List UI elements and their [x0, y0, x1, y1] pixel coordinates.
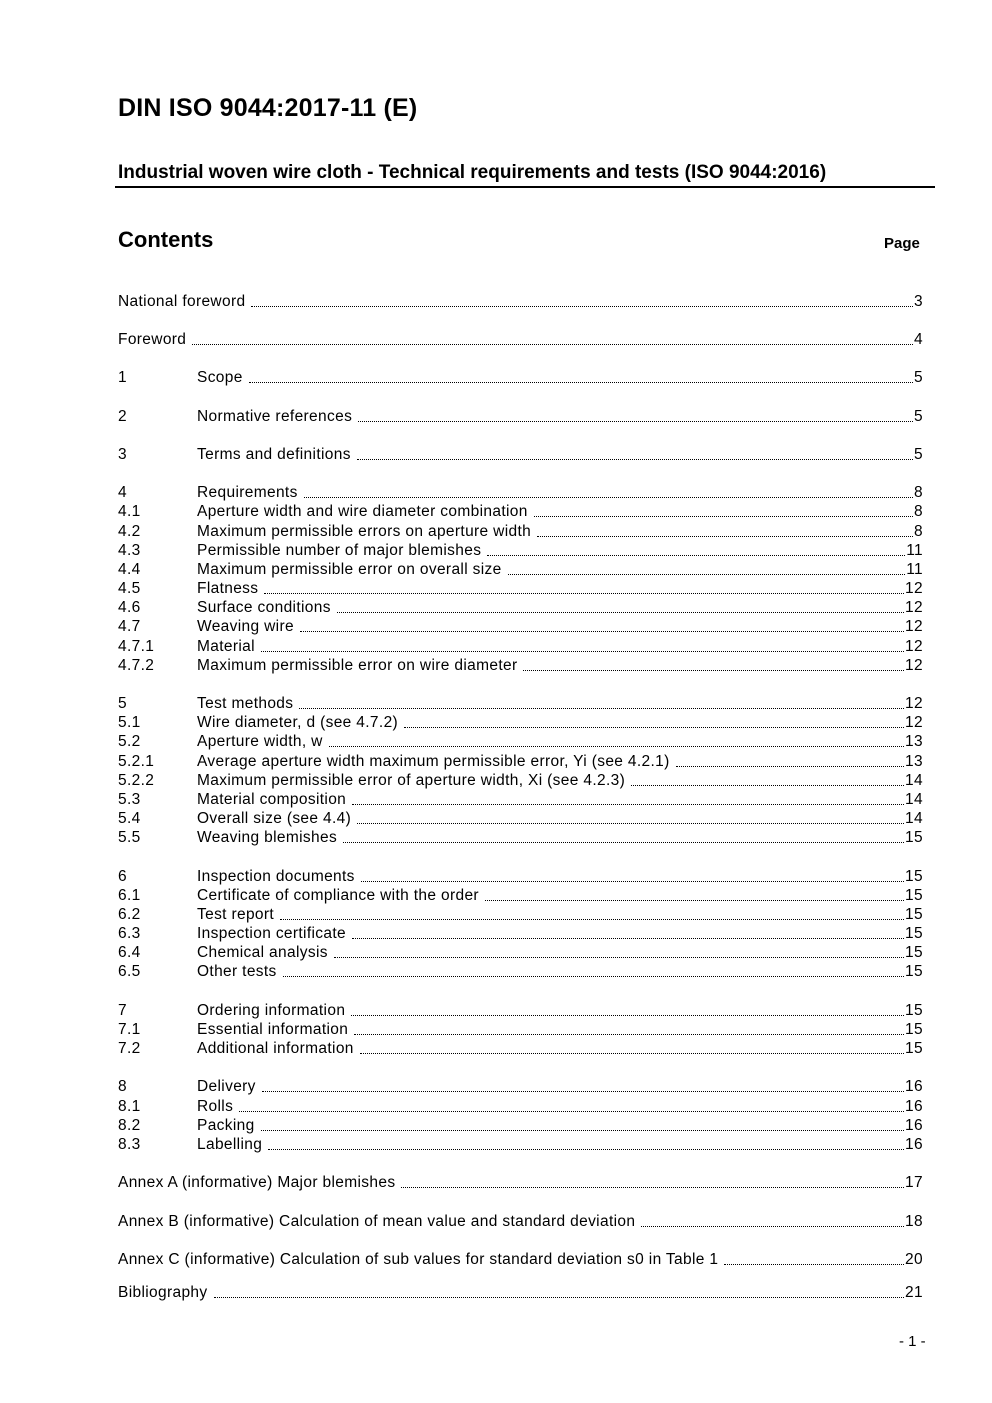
toc-entry-title: Surface conditions — [197, 599, 331, 616]
toc-entry[interactable] — [118, 637, 923, 656]
toc-entry-page: 18 — [905, 1213, 923, 1230]
toc-entry-page: 15 — [905, 887, 923, 904]
toc-entry-title: Inspection documents — [197, 868, 355, 885]
toc-dot-leader — [487, 541, 905, 560]
toc-entry[interactable] — [118, 407, 923, 426]
toc-entry-title: Aperture width, w — [197, 733, 323, 750]
toc-entry-title: Ordering information — [197, 1002, 346, 1019]
toc-entry[interactable] — [118, 924, 923, 943]
toc-entry-page: 12 — [905, 695, 923, 712]
toc-dot-leader — [631, 771, 904, 790]
toc-entry-number: 6.1 — [118, 887, 141, 904]
toc-entry-page: 15 — [905, 1021, 923, 1038]
toc-entry-title: Chemical analysis — [197, 944, 328, 961]
toc-entry[interactable] — [118, 790, 923, 809]
toc-entry-title: Test report — [197, 906, 275, 923]
toc-entry-page: 3 — [914, 293, 923, 310]
toc-dot-leader — [251, 292, 913, 311]
toc-entry[interactable] — [118, 541, 923, 560]
toc-dot-leader — [300, 617, 904, 636]
toc-entry-number: 5.2 — [118, 733, 141, 750]
toc-entry-page: 15 — [905, 1040, 923, 1057]
toc-dot-leader — [283, 962, 904, 981]
toc-entry[interactable] — [118, 617, 923, 636]
toc-entry[interactable] — [118, 579, 923, 598]
toc-entry-number: 4.7 — [118, 618, 141, 635]
toc-entry-page: 11 — [906, 542, 923, 559]
toc-entry-number: 7.2 — [118, 1040, 141, 1057]
toc-entry-number: 4.3 — [118, 542, 141, 559]
toc-entry-number: 5.2.1 — [118, 753, 155, 770]
toc-entry-title: Maximum permissible error on overall size — [197, 561, 502, 578]
toc-entry-title: Foreword — [118, 331, 187, 348]
toc-entry[interactable] — [118, 752, 923, 771]
toc-dot-leader — [485, 886, 904, 905]
toc-entry-title: Scope — [197, 369, 243, 386]
toc-entry-page: 15 — [905, 1002, 923, 1019]
toc-dot-leader — [361, 867, 904, 886]
toc-entry[interactable] — [118, 1001, 923, 1020]
document-subtitle: Industrial woven wire cloth - Technical requirements and tests (ISO 9044:2016) — [118, 162, 827, 183]
toc-entry-page: 15 — [905, 906, 923, 923]
toc-dot-leader — [337, 598, 904, 617]
toc-entry-title: Certificate of compliance with the order — [197, 887, 479, 904]
toc-entry-page: 16 — [905, 1136, 923, 1153]
toc-entry-title: Overall size (see 4.4) — [197, 810, 352, 827]
toc-entry-title: Maximum permissible error on wire diameter — [197, 657, 518, 674]
toc-entry-number: 6.3 — [118, 925, 141, 942]
toc-entry[interactable] — [118, 445, 923, 464]
toc-entry-page: 16 — [905, 1078, 923, 1095]
toc-entry[interactable] — [118, 732, 923, 751]
toc-entry-title: Essential information — [197, 1021, 349, 1038]
toc-entry-page: 17 — [905, 1174, 923, 1191]
toc-entry-title: Other tests — [197, 963, 277, 980]
toc-entry-page: 15 — [905, 925, 923, 942]
toc-dot-leader — [239, 1097, 904, 1116]
toc-entry-title: Normative references — [197, 408, 353, 425]
subtitle-divider — [115, 186, 935, 188]
toc-entry-title: Material — [197, 638, 255, 655]
toc-entry-title: Annex B (informative) Calculation of mean value and standard deviation — [118, 1213, 636, 1230]
toc-dot-leader — [304, 483, 913, 502]
toc-dot-leader — [401, 1173, 904, 1192]
toc-dot-leader — [641, 1212, 904, 1231]
toc-entry-number: 5.5 — [118, 829, 141, 846]
toc-dot-leader — [724, 1250, 904, 1269]
toc-entry-page: 11 — [906, 561, 923, 578]
toc-entry-page: 4 — [914, 331, 923, 348]
toc-entry[interactable] — [118, 962, 923, 981]
toc-entry-number: 7 — [118, 1002, 127, 1019]
toc-dot-leader — [261, 637, 904, 656]
toc-entry-page: 12 — [905, 638, 923, 655]
toc-entry-number: 4.2 — [118, 523, 141, 540]
toc-entry-title: Annex C (informative) Calculation of sub values for standard deviation s0 in Table 1 — [118, 1251, 719, 1268]
document-title: DIN ISO 9044:2017-11 (E) — [118, 94, 418, 122]
toc-entry[interactable] — [118, 694, 923, 713]
toc-entry-page: 8 — [914, 523, 923, 540]
toc-entry[interactable] — [118, 330, 923, 349]
toc-entry-title: Delivery — [197, 1078, 256, 1095]
toc-dot-leader — [537, 522, 913, 541]
toc-entry-title: Weaving blemishes — [197, 829, 338, 846]
toc-entry-page: 13 — [905, 753, 923, 770]
toc-entry-title: Additional information — [197, 1040, 354, 1057]
toc-entry-page: 14 — [905, 810, 923, 827]
page-number: - 1 - — [899, 1333, 926, 1350]
toc-entry-page: 20 — [905, 1251, 923, 1268]
toc-entry-page: 15 — [905, 944, 923, 961]
toc-entry-title: Material composition — [197, 791, 347, 808]
toc-dot-leader — [351, 1001, 904, 1020]
toc-dot-leader — [261, 1116, 904, 1135]
toc-entry[interactable] — [118, 1250, 923, 1269]
toc-entry-number: 8.2 — [118, 1117, 141, 1134]
toc-dot-leader — [264, 579, 904, 598]
toc-dot-leader — [354, 1020, 904, 1039]
page-column-heading: Page — [884, 235, 920, 252]
toc-entry-title: Permissible number of major blemishes — [197, 542, 482, 559]
toc-entry-title: Average aperture width maximum permissible error, Yi (see 4.2.1) — [197, 753, 670, 770]
toc-entry-title: Inspection certificate — [197, 925, 346, 942]
toc-dot-leader — [268, 1135, 904, 1154]
toc-entry-title: Packing — [197, 1117, 255, 1134]
toc-dot-leader — [534, 502, 913, 521]
toc-entry[interactable] — [118, 598, 923, 617]
toc-entry[interactable] — [118, 905, 923, 924]
toc-entry-title: Wire diameter, d (see 4.7.2) — [197, 714, 399, 731]
toc-entry[interactable] — [118, 1212, 923, 1231]
toc-entry-page: 15 — [905, 829, 923, 846]
toc-entry[interactable] — [118, 502, 923, 521]
toc-entry-number: 8.3 — [118, 1136, 141, 1153]
toc-dot-leader — [262, 1077, 904, 1096]
toc-dot-leader — [352, 790, 904, 809]
toc-entry-page: 8 — [914, 484, 923, 501]
toc-entry[interactable] — [118, 292, 923, 311]
toc-entry[interactable] — [118, 483, 923, 502]
toc-entry-number: 4.7.1 — [118, 638, 155, 655]
toc-entry-page: 15 — [905, 868, 923, 885]
toc-dot-leader — [299, 694, 904, 713]
toc-dot-leader — [357, 445, 913, 464]
toc-dot-leader — [357, 809, 904, 828]
toc-entry-number: 5.1 — [118, 714, 141, 731]
toc-entry-number: 7.1 — [118, 1021, 141, 1038]
toc-entry[interactable] — [118, 1077, 923, 1096]
toc-dot-leader — [192, 330, 913, 349]
toc-entry-title: Bibliography — [118, 1284, 208, 1301]
contents-heading: Contents — [118, 227, 214, 252]
toc-entry-title: Annex A (informative) Major blemishes — [118, 1174, 396, 1191]
toc-entry-number: 6 — [118, 868, 127, 885]
toc-entry-page: 12 — [905, 657, 923, 674]
toc-entry-page: 14 — [905, 791, 923, 808]
toc-entry[interactable] — [118, 656, 923, 675]
toc-entry[interactable] — [118, 943, 923, 962]
toc-entry-page: 12 — [905, 618, 923, 635]
toc-entry[interactable] — [118, 1283, 923, 1302]
toc-entry[interactable] — [118, 560, 923, 579]
toc-entry-title: Flatness — [197, 580, 259, 597]
toc-entry-page: 5 — [914, 408, 923, 425]
toc-entry-number: 4.1 — [118, 503, 141, 520]
toc-entry-page: 15 — [905, 963, 923, 980]
toc-dot-leader — [358, 407, 913, 426]
toc-entry[interactable] — [118, 1135, 923, 1154]
toc-entry-title: Terms and definitions — [197, 446, 351, 463]
toc-entry-number: 4 — [118, 484, 127, 501]
toc-entry-page: 12 — [905, 714, 923, 731]
toc-entry[interactable] — [118, 1020, 923, 1039]
toc-entry-page: 16 — [905, 1117, 923, 1134]
toc-entry-title: Aperture width and wire diameter combination — [197, 503, 528, 520]
toc-entry-number: 5.3 — [118, 791, 141, 808]
toc-entry-number: 6.4 — [118, 944, 141, 961]
toc-dot-leader — [280, 905, 904, 924]
toc-entry[interactable] — [118, 809, 923, 828]
toc-entry-page: 5 — [914, 369, 923, 386]
toc-dot-leader — [352, 924, 904, 943]
toc-entry[interactable] — [118, 1173, 923, 1192]
toc-entry-number: 4.4 — [118, 561, 141, 578]
toc-dot-leader — [214, 1283, 905, 1302]
toc-entry-page: 16 — [905, 1098, 923, 1115]
toc-entry[interactable] — [118, 368, 923, 387]
toc-entry[interactable] — [118, 713, 923, 732]
toc-entry-title: Weaving wire — [197, 618, 294, 635]
toc-entry-title: Rolls — [197, 1098, 234, 1115]
toc-entry-title: Test methods — [197, 695, 294, 712]
toc-entry-page: 8 — [914, 503, 923, 520]
toc-entry-page: 13 — [905, 733, 923, 750]
toc-dot-leader — [360, 1039, 904, 1058]
toc-entry-number: 5.2.2 — [118, 772, 155, 789]
toc-dot-leader — [343, 828, 904, 847]
toc-entry[interactable] — [118, 771, 923, 790]
toc-entry[interactable] — [118, 1039, 923, 1058]
toc-entry-number: 4.7.2 — [118, 657, 155, 674]
toc-entry-number: 6.2 — [118, 906, 141, 923]
toc-dot-leader — [249, 368, 913, 387]
toc-entry[interactable] — [118, 1116, 923, 1135]
toc-dot-leader — [508, 560, 906, 579]
toc-entry-number: 5 — [118, 695, 127, 712]
toc-entry-title: Labelling — [197, 1136, 263, 1153]
toc-entry[interactable] — [118, 522, 923, 541]
toc-dot-leader — [676, 752, 904, 771]
toc-entry[interactable] — [118, 828, 923, 847]
toc-dot-leader — [334, 943, 904, 962]
toc-entry[interactable] — [118, 886, 923, 905]
toc-dot-leader — [329, 732, 904, 751]
toc-entry-title: National foreword — [118, 293, 246, 310]
toc-entry-page: 12 — [905, 599, 923, 616]
toc-entry-number: 8.1 — [118, 1098, 141, 1115]
toc-entry-number: 5.4 — [118, 810, 141, 827]
toc-entry-number: 6.5 — [118, 963, 141, 980]
toc-entry-number: 1 — [118, 369, 127, 386]
toc-dot-leader — [523, 656, 904, 675]
toc-entry-title: Maximum permissible error of aperture width, Xi (see 4.2.3) — [197, 772, 626, 789]
toc-entry-number: 2 — [118, 408, 127, 425]
toc-entry-number: 4.6 — [118, 599, 141, 616]
toc-entry-page: 5 — [914, 446, 923, 463]
toc-entry[interactable] — [118, 1097, 923, 1116]
toc-entry-page: 12 — [905, 580, 923, 597]
toc-dot-leader — [404, 713, 904, 732]
toc-entry-page: 14 — [905, 772, 923, 789]
toc-entry-number: 4.5 — [118, 580, 141, 597]
toc-entry[interactable] — [118, 867, 923, 886]
toc-entry-title: Maximum permissible errors on aperture width — [197, 523, 532, 540]
toc-entry-title: Requirements — [197, 484, 298, 501]
toc-entry-page: 21 — [905, 1284, 923, 1301]
toc-entry-number: 3 — [118, 446, 127, 463]
toc-entry-number: 8 — [118, 1078, 127, 1095]
